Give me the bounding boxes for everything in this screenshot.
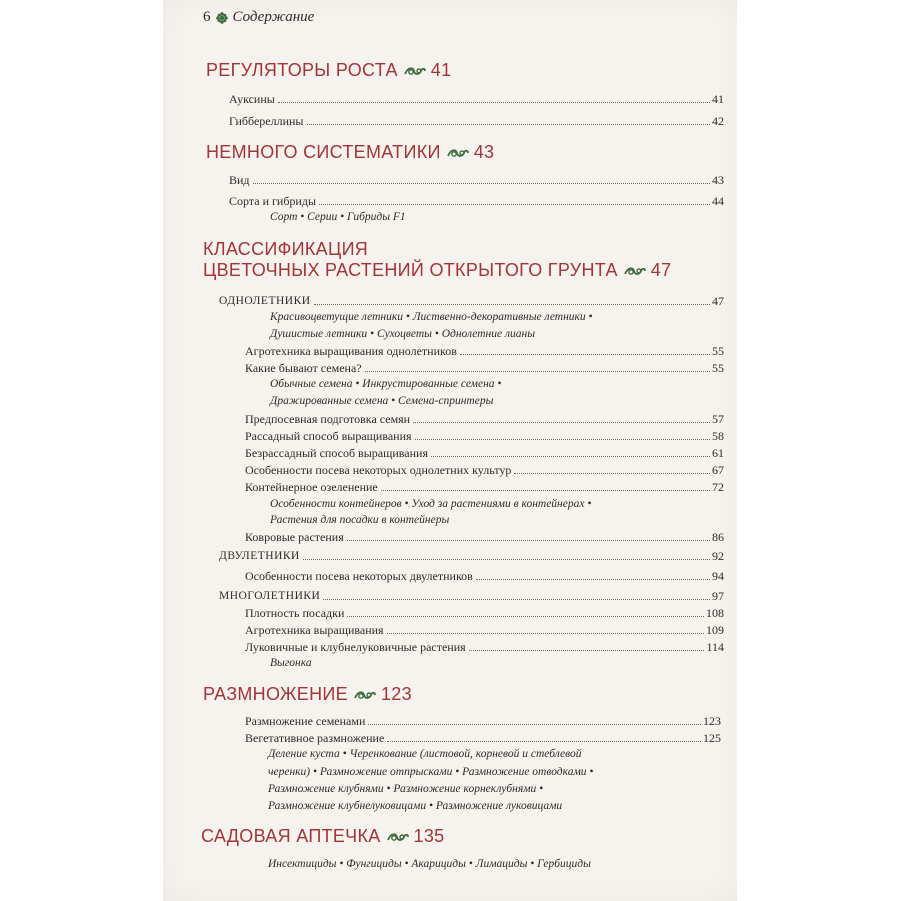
entry-label: Безрассадный способ выращивания bbox=[245, 446, 428, 460]
entry-label: Вид bbox=[229, 173, 250, 187]
entry-label: Луковичные и клубнелуковичные растения bbox=[245, 640, 466, 654]
leader-dots bbox=[460, 353, 710, 355]
leader-dots bbox=[415, 438, 710, 440]
entry-label: МНОГОЛЕТНИКИ bbox=[219, 590, 321, 602]
section-title: РЕГУЛЯТОРЫ РОСТА bbox=[206, 60, 398, 80]
toc-entry[interactable] bbox=[245, 463, 724, 477]
section-title-line1: КЛАССИФИКАЦИЯ bbox=[203, 239, 369, 259]
toc-entry[interactable] bbox=[245, 606, 724, 620]
leaf-ornament-icon bbox=[387, 831, 409, 843]
leader-dots bbox=[314, 303, 710, 305]
leader-dots bbox=[253, 182, 710, 184]
leader-dots bbox=[303, 558, 710, 560]
section-heading-growth-regulators bbox=[206, 61, 451, 79]
subtopics-line: Красивоцветущие летники • Лиственно-декоративные летники • bbox=[270, 311, 593, 323]
entry-label: ОДНОЛЕТНИКИ bbox=[219, 295, 311, 307]
leader-dots bbox=[347, 615, 704, 617]
toc-entry[interactable] bbox=[245, 640, 724, 654]
entry-label: Гиббереллины bbox=[229, 114, 304, 128]
entry-page: 55 bbox=[712, 344, 724, 358]
subtopics-line: Сорт • Серии • Гибриды F1 bbox=[270, 211, 406, 223]
subtopics-line: Душистые летники • Сухоцветы • Однолетние лианы bbox=[270, 328, 535, 340]
section-heading-classification-line2 bbox=[203, 261, 671, 279]
entry-page: 125 bbox=[703, 731, 721, 745]
entry-page: 108 bbox=[706, 606, 724, 620]
toc-entry[interactable] bbox=[219, 549, 724, 563]
leader-dots bbox=[387, 740, 701, 742]
leader-dots bbox=[347, 539, 710, 541]
toc-entry[interactable] bbox=[219, 589, 724, 603]
entry-page: 55 bbox=[712, 361, 724, 375]
leader-dots bbox=[381, 489, 710, 491]
entry-page: 57 bbox=[712, 412, 724, 426]
entry-page: 61 bbox=[712, 446, 724, 460]
entry-label: Ауксины bbox=[229, 92, 275, 106]
entry-page: 86 bbox=[712, 530, 724, 544]
entry-page: 114 bbox=[706, 640, 724, 654]
header-title: Содержание bbox=[232, 9, 315, 25]
running-header bbox=[203, 9, 314, 26]
leader-dots bbox=[365, 370, 710, 372]
leader-dots bbox=[307, 123, 711, 125]
leaf-ornament-icon bbox=[404, 65, 426, 77]
header-page-number: 6 bbox=[203, 9, 211, 25]
entry-label: Агротехника выращивания однолетников bbox=[245, 344, 457, 358]
subtopics-line: Растения для посадки в контейнеры bbox=[270, 514, 450, 526]
entry-label: Плотность посадки bbox=[245, 606, 345, 620]
entry-label: Размножение семенами bbox=[245, 714, 366, 728]
section-title: САДОВАЯ АПТЕЧКА bbox=[201, 826, 381, 846]
leader-dots bbox=[323, 598, 710, 600]
section-page: 123 bbox=[380, 684, 412, 704]
leader-dots bbox=[319, 203, 710, 205]
entry-page: 41 bbox=[712, 92, 724, 106]
section-page: 43 bbox=[473, 142, 495, 162]
entry-page: 67 bbox=[712, 463, 724, 477]
entry-page: 94 bbox=[712, 569, 724, 583]
section-page: 41 bbox=[430, 60, 452, 80]
toc-entry[interactable] bbox=[229, 92, 724, 106]
toc-entry[interactable] bbox=[245, 412, 724, 426]
toc-entry[interactable] bbox=[229, 173, 724, 187]
entry-page: 109 bbox=[706, 623, 724, 637]
toc-entry[interactable] bbox=[245, 446, 724, 460]
subtopics-line: Размножение клубнелуковицами • Размножение луковицами bbox=[268, 800, 563, 812]
subtopics-line: Особенности контейнеров • Уход за растениями в контейнерах • bbox=[270, 498, 592, 510]
toc-entry[interactable] bbox=[245, 530, 724, 544]
toc-entry[interactable] bbox=[245, 623, 724, 637]
toc-entry[interactable] bbox=[245, 429, 724, 443]
toc-entry[interactable] bbox=[245, 731, 721, 745]
entry-label: Сорта и гибриды bbox=[229, 194, 317, 208]
toc-entry[interactable] bbox=[245, 714, 721, 728]
subtopics-line: Обычные семена • Инкрустированные семена • bbox=[270, 378, 502, 390]
section-title: НЕМНОГО СИСТЕМАТИКИ bbox=[206, 142, 441, 162]
toc-entry[interactable] bbox=[245, 361, 724, 375]
leaf-ornament-icon bbox=[624, 265, 646, 277]
leader-dots bbox=[413, 421, 710, 423]
entry-label: Предпосевная подготовка семян bbox=[245, 412, 411, 426]
entry-label: Вегетативное размножение bbox=[245, 731, 385, 745]
toc-entry[interactable] bbox=[229, 194, 724, 208]
entry-label: ДВУЛЕТНИКИ bbox=[219, 550, 300, 562]
entry-page: 92 bbox=[712, 549, 724, 563]
flower-ornament-icon bbox=[216, 12, 228, 24]
entry-label: Особенности посева некоторых однолетних культур bbox=[245, 463, 512, 477]
entry-label: Ковровые растения bbox=[245, 530, 344, 544]
entry-label: Контейнерное озеленение bbox=[245, 480, 378, 494]
section-heading-garden-pharmacy bbox=[201, 827, 444, 845]
leader-dots bbox=[431, 455, 710, 457]
entry-page: 47 bbox=[712, 294, 724, 308]
entry-label: Рассадный способ выращивания bbox=[245, 429, 412, 443]
toc-entry[interactable] bbox=[245, 344, 724, 358]
toc-entry[interactable] bbox=[245, 480, 724, 494]
entry-page: 42 bbox=[712, 114, 724, 128]
subtopics-line: Инсектициды • Фунгициды • Акарициды • Лимациды • Гербициды bbox=[268, 858, 591, 870]
entry-label: Агротехника выращивания bbox=[245, 623, 384, 637]
section-page: 135 bbox=[413, 826, 445, 846]
leader-dots bbox=[476, 578, 710, 580]
toc-entry[interactable] bbox=[229, 114, 724, 128]
section-title-line2: ЦВЕТОЧНЫХ РАСТЕНИЙ ОТКРЫТОГО ГРУНТА bbox=[203, 260, 618, 280]
section-heading-propagation bbox=[203, 685, 412, 703]
entry-label: Какие бывают семена? bbox=[245, 361, 362, 375]
leader-dots bbox=[368, 723, 701, 725]
subtopics-line: Размножение клубнями • Размножение корнеклубнями • bbox=[268, 783, 544, 795]
leader-dots bbox=[514, 472, 710, 474]
entry-page: 44 bbox=[712, 194, 724, 208]
section-page: 47 bbox=[650, 260, 672, 280]
subtopics-line: Выгонка bbox=[270, 657, 312, 669]
leader-dots bbox=[387, 632, 704, 634]
subtopics-line: Деление куста • Черенкование (листовой, корневой и стеблевой bbox=[268, 748, 582, 760]
subtopics-line: черенки) • Размножение отпрысками • Размножение отводками • bbox=[268, 766, 594, 778]
section-title: РАЗМНОЖЕНИЕ bbox=[203, 684, 348, 704]
entry-page: 72 bbox=[712, 480, 724, 494]
subtopics-line: Дражированные семена • Семена-спринтеры bbox=[270, 395, 494, 407]
leaf-ornament-icon bbox=[447, 147, 469, 159]
toc-entry[interactable] bbox=[245, 569, 724, 583]
entry-page: 43 bbox=[712, 173, 724, 187]
entry-page: 58 bbox=[712, 429, 724, 443]
section-heading-classification bbox=[203, 240, 368, 258]
leader-dots bbox=[469, 649, 705, 651]
leader-dots bbox=[278, 101, 710, 103]
toc-entry[interactable] bbox=[219, 294, 724, 308]
entry-page: 97 bbox=[712, 589, 724, 603]
entry-page: 123 bbox=[703, 714, 721, 728]
leaf-ornament-icon bbox=[354, 689, 376, 701]
entry-label: Особенности посева некоторых двулетников bbox=[245, 569, 473, 583]
section-heading-systematics bbox=[206, 143, 494, 161]
